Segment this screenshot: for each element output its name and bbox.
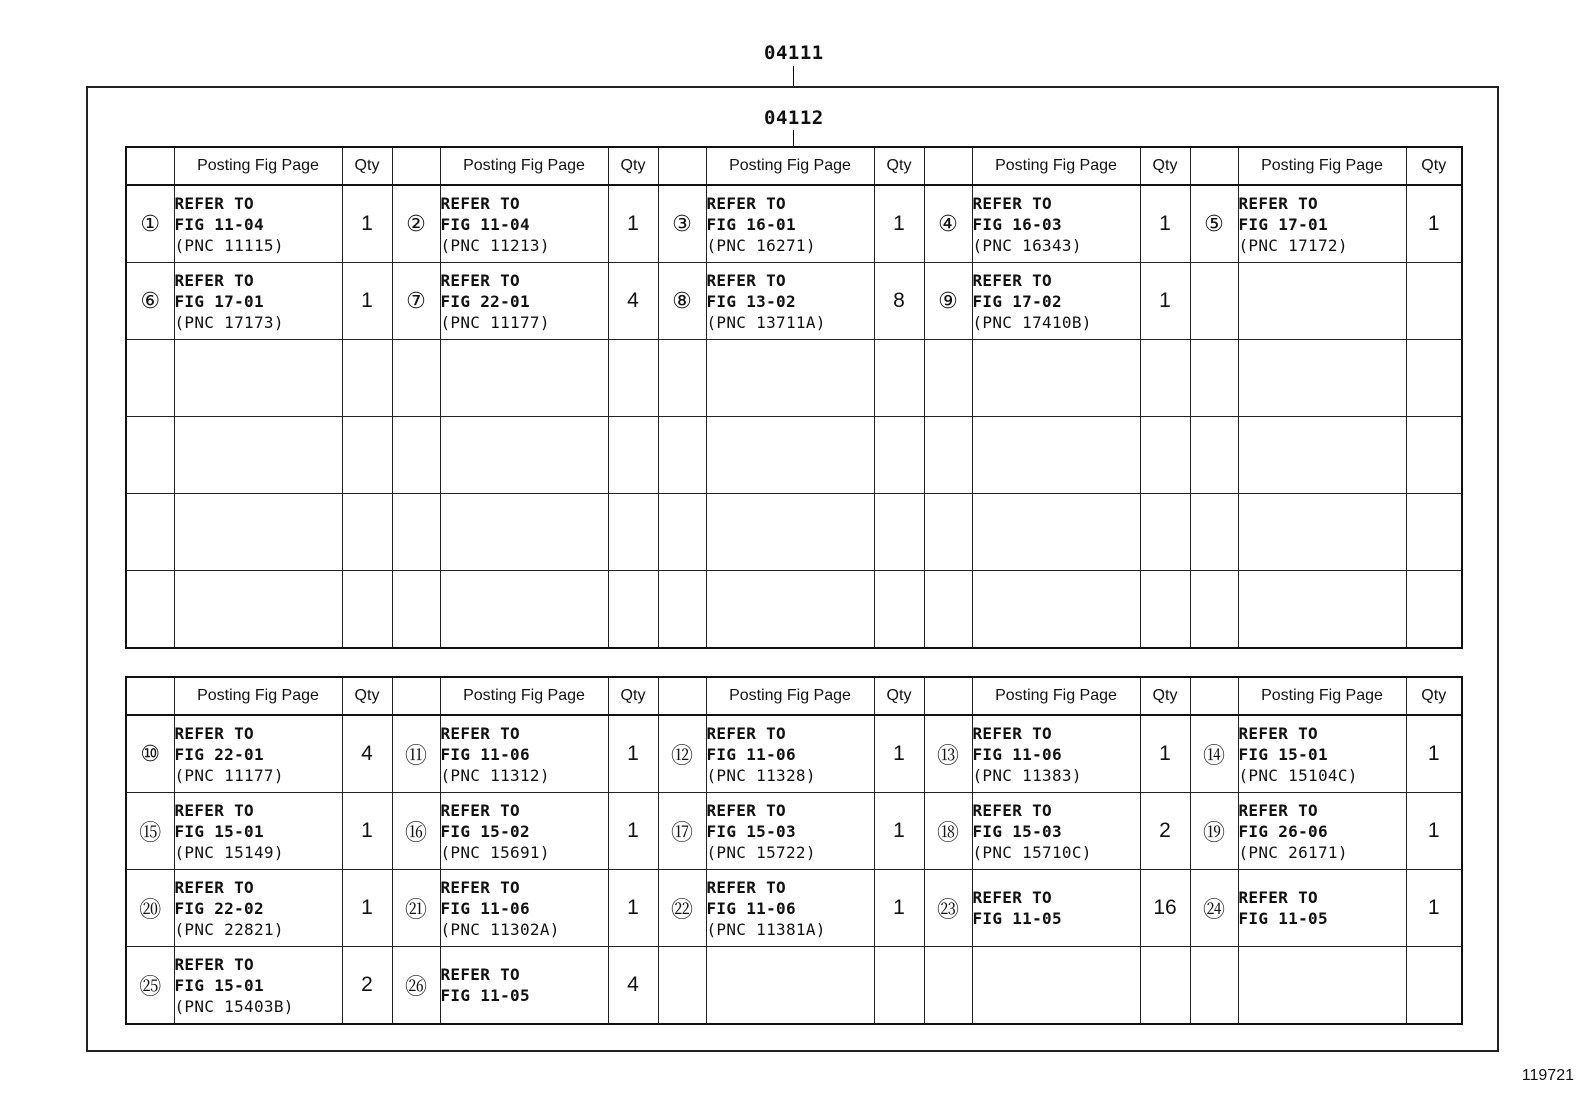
posting-fig-page-cell — [440, 715, 608, 793]
fig-ref-text: FIG 16-01 — [706, 214, 796, 234]
fig-ref-text: FIG 22-02 — [174, 898, 264, 918]
part-callout-number — [924, 417, 972, 494]
parts-reference-table-upper — [125, 146, 1463, 649]
qty-cell: 1 — [1140, 185, 1190, 263]
posting-fig-page-cell — [174, 185, 342, 263]
posting-fig-page-cell — [706, 947, 874, 1025]
refer-to-text: REFER TO — [440, 270, 520, 290]
header-num-cell — [126, 677, 174, 715]
pnc-text: (PNC 16343) — [972, 235, 1082, 255]
header-posting-fig-page: Posting Fig Page — [174, 677, 342, 715]
refer-to-text: REFER TO — [440, 800, 520, 820]
posting-fig-page-cell — [706, 263, 874, 340]
header-num-cell — [658, 147, 706, 185]
fig-ref-text: FIG 11-05 — [440, 986, 530, 1005]
fig-ref-text: FIG 11-06 — [706, 744, 796, 764]
outer-callout-label: 04111 — [764, 42, 824, 64]
posting-fig-page-cell — [706, 870, 874, 947]
part-callout-number — [392, 417, 440, 494]
part-callout-number — [1190, 263, 1238, 340]
qty-cell — [874, 340, 924, 417]
qty-cell: 4 — [342, 715, 392, 793]
qty-cell — [342, 340, 392, 417]
refer-to-text: REFER TO — [1238, 888, 1318, 907]
qty-cell — [342, 571, 392, 649]
table-row — [126, 263, 1462, 340]
qty-cell — [1406, 571, 1462, 649]
posting-fig-page-cell — [440, 870, 608, 947]
posting-fig-page-cell — [1238, 340, 1406, 417]
part-callout-number: ㉔ — [1190, 870, 1238, 947]
qty-cell: 4 — [608, 947, 658, 1025]
pnc-text: (PNC 26171) — [1238, 842, 1348, 862]
fig-ref-text: FIG 26-06 — [1238, 821, 1328, 841]
pnc-text: (PNC 22821) — [174, 919, 284, 939]
part-callout-number — [126, 494, 174, 571]
posting-fig-page-cell — [706, 185, 874, 263]
qty-cell — [608, 494, 658, 571]
pnc-text: (PNC 17410B) — [972, 312, 1092, 332]
header-posting-fig-page: Posting Fig Page — [440, 147, 608, 185]
part-callout-number — [1190, 417, 1238, 494]
pnc-text: (PNC 15104C) — [1238, 765, 1358, 785]
part-callout-number — [126, 340, 174, 417]
inner-callout-label: 04112 — [764, 107, 824, 129]
posting-fig-page-cell — [972, 715, 1140, 793]
part-callout-number: ㉓ — [924, 870, 972, 947]
part-callout-number: ⑱ — [924, 793, 972, 870]
pnc-text: (PNC 15149) — [174, 842, 284, 862]
header-qty: Qty — [1406, 147, 1462, 185]
qty-cell: 1 — [1406, 793, 1462, 870]
part-callout-number: ④ — [924, 185, 972, 263]
qty-cell: 1 — [342, 185, 392, 263]
part-callout-number — [924, 340, 972, 417]
part-callout-number — [924, 571, 972, 649]
posting-fig-page-cell — [706, 793, 874, 870]
refer-to-text: REFER TO — [1238, 193, 1318, 213]
part-callout-number: ㉕ — [126, 947, 174, 1025]
table-row — [126, 947, 1462, 1025]
header-posting-fig-page: Posting Fig Page — [440, 677, 608, 715]
table-row — [126, 340, 1462, 417]
table-row — [126, 793, 1462, 870]
posting-fig-page-cell — [1238, 947, 1406, 1025]
qty-cell — [1140, 417, 1190, 494]
part-callout-number — [924, 947, 972, 1025]
part-callout-number — [1190, 947, 1238, 1025]
part-callout-number: ㉖ — [392, 947, 440, 1025]
qty-cell: 1 — [608, 793, 658, 870]
posting-fig-page-cell — [706, 715, 874, 793]
pnc-text: (PNC 15691) — [440, 842, 550, 862]
posting-fig-page-cell — [174, 947, 342, 1025]
header-num-cell — [1190, 147, 1238, 185]
pnc-text: (PNC 11177) — [440, 312, 550, 332]
header-num-cell — [924, 147, 972, 185]
posting-fig-page-cell — [706, 494, 874, 571]
part-callout-number: ㉑ — [392, 870, 440, 947]
pnc-text: (PNC 11302A) — [440, 919, 560, 939]
part-callout-number — [126, 571, 174, 649]
qty-cell: 8 — [874, 263, 924, 340]
table-row — [126, 494, 1462, 571]
pnc-text: (PNC 16271) — [706, 235, 816, 255]
header-qty: Qty — [874, 677, 924, 715]
header-qty: Qty — [342, 677, 392, 715]
part-callout-number: ⑧ — [658, 263, 706, 340]
header-qty: Qty — [1406, 677, 1462, 715]
refer-to-text: REFER TO — [440, 193, 520, 213]
pnc-text: (PNC 15403B) — [174, 996, 294, 1016]
qty-cell: 2 — [1140, 793, 1190, 870]
qty-cell — [1406, 263, 1462, 340]
refer-to-text: REFER TO — [174, 723, 254, 743]
qty-cell: 2 — [342, 947, 392, 1025]
posting-fig-page-cell — [972, 185, 1140, 263]
qty-cell: 1 — [608, 185, 658, 263]
part-callout-number: ⑯ — [392, 793, 440, 870]
posting-fig-page-cell — [174, 870, 342, 947]
qty-cell — [874, 947, 924, 1025]
qty-cell — [1140, 340, 1190, 417]
pnc-text: (PNC 17173) — [174, 312, 284, 332]
qty-cell: 1 — [874, 870, 924, 947]
table-row — [126, 185, 1462, 263]
pnc-text: (PNC 11115) — [174, 235, 284, 255]
qty-cell: 4 — [608, 263, 658, 340]
refer-to-text: REFER TO — [440, 723, 520, 743]
posting-fig-page-cell — [972, 870, 1140, 947]
part-callout-number: ⑬ — [924, 715, 972, 793]
refer-to-text: REFER TO — [972, 800, 1052, 820]
posting-fig-page-cell — [440, 340, 608, 417]
inner-callout-leader — [793, 130, 794, 146]
header-qty: Qty — [342, 147, 392, 185]
pnc-text: (PNC 11213) — [440, 235, 550, 255]
table-row — [126, 870, 1462, 947]
fig-ref-text: FIG 17-01 — [174, 291, 264, 311]
part-callout-number: ⑳ — [126, 870, 174, 947]
header-posting-fig-page: Posting Fig Page — [1238, 677, 1406, 715]
qty-cell — [1140, 947, 1190, 1025]
part-callout-number — [658, 571, 706, 649]
posting-fig-page-cell — [440, 793, 608, 870]
pnc-text: (PNC 11381A) — [706, 919, 826, 939]
part-callout-number: ⑭ — [1190, 715, 1238, 793]
part-callout-number — [1190, 494, 1238, 571]
posting-fig-page-cell — [1238, 417, 1406, 494]
part-callout-number — [392, 340, 440, 417]
qty-cell — [608, 340, 658, 417]
fig-ref-text: FIG 15-03 — [706, 821, 796, 841]
part-callout-number: ⑥ — [126, 263, 174, 340]
part-callout-number — [126, 417, 174, 494]
fig-ref-text: FIG 15-02 — [440, 821, 530, 841]
qty-cell: 1 — [874, 715, 924, 793]
part-callout-number: ⑤ — [1190, 185, 1238, 263]
header-posting-fig-page: Posting Fig Page — [972, 677, 1140, 715]
fig-ref-text: FIG 15-01 — [174, 821, 264, 841]
qty-cell: 1 — [874, 185, 924, 263]
posting-fig-page-cell — [972, 340, 1140, 417]
posting-fig-page-cell — [706, 417, 874, 494]
part-callout-number — [658, 494, 706, 571]
qty-cell — [1406, 417, 1462, 494]
pnc-text: (PNC 11312) — [440, 765, 550, 785]
parts-reference-table-lower — [125, 676, 1463, 1025]
qty-cell — [1406, 340, 1462, 417]
posting-fig-page-cell — [440, 947, 608, 1025]
fig-ref-text: FIG 11-04 — [174, 214, 264, 234]
qty-cell: 1 — [874, 793, 924, 870]
posting-fig-page-cell — [972, 263, 1140, 340]
refer-to-text: REFER TO — [1238, 800, 1318, 820]
header-posting-fig-page: Posting Fig Page — [706, 677, 874, 715]
fig-ref-text: FIG 15-03 — [972, 821, 1062, 841]
header-row — [126, 147, 1462, 185]
refer-to-text: REFER TO — [174, 193, 254, 213]
pnc-text: (PNC 11177) — [174, 765, 284, 785]
posting-fig-page-cell — [174, 494, 342, 571]
refer-to-text: REFER TO — [972, 270, 1052, 290]
qty-cell: 1 — [1140, 715, 1190, 793]
fig-ref-text: FIG 11-06 — [440, 898, 530, 918]
part-callout-number: ⑲ — [1190, 793, 1238, 870]
header-num-cell — [392, 147, 440, 185]
part-callout-number: ⑰ — [658, 793, 706, 870]
qty-cell: 1 — [342, 263, 392, 340]
header-num-cell — [658, 677, 706, 715]
fig-ref-text: FIG 22-01 — [174, 744, 264, 764]
qty-cell — [1140, 571, 1190, 649]
qty-cell: 1 — [1406, 715, 1462, 793]
qty-cell — [1406, 947, 1462, 1025]
fig-ref-text: FIG 11-06 — [440, 744, 530, 764]
header-row — [126, 677, 1462, 715]
posting-fig-page-cell — [706, 571, 874, 649]
refer-to-text: REFER TO — [706, 723, 786, 743]
posting-fig-page-cell — [972, 947, 1140, 1025]
qty-cell — [874, 494, 924, 571]
qty-cell: 1 — [1140, 263, 1190, 340]
header-num-cell — [392, 677, 440, 715]
part-callout-number — [658, 340, 706, 417]
posting-fig-page-cell — [440, 417, 608, 494]
pnc-text: (PNC 15722) — [706, 842, 816, 862]
header-num-cell — [126, 147, 174, 185]
posting-fig-page-cell — [972, 417, 1140, 494]
qty-cell — [608, 417, 658, 494]
header-posting-fig-page: Posting Fig Page — [706, 147, 874, 185]
fig-ref-text: FIG 16-03 — [972, 214, 1062, 234]
refer-to-text: REFER TO — [706, 877, 786, 897]
fig-ref-text: FIG 11-05 — [972, 909, 1062, 928]
refer-to-text: REFER TO — [440, 877, 520, 897]
posting-fig-page-cell — [440, 571, 608, 649]
part-callout-number: ⑮ — [126, 793, 174, 870]
part-callout-number: ㉒ — [658, 870, 706, 947]
part-callout-number — [392, 571, 440, 649]
pnc-text: (PNC 15710C) — [972, 842, 1092, 862]
posting-fig-page-cell — [1238, 494, 1406, 571]
header-num-cell — [924, 677, 972, 715]
refer-to-text: REFER TO — [706, 270, 786, 290]
posting-fig-page-cell — [972, 494, 1140, 571]
qty-cell: 1 — [1406, 185, 1462, 263]
pnc-text: (PNC 17172) — [1238, 235, 1348, 255]
refer-to-text: REFER TO — [972, 723, 1052, 743]
qty-cell — [874, 417, 924, 494]
part-callout-number — [392, 494, 440, 571]
refer-to-text: REFER TO — [174, 800, 254, 820]
posting-fig-page-cell — [440, 263, 608, 340]
posting-fig-page-cell — [706, 340, 874, 417]
fig-ref-text: FIG 11-06 — [706, 898, 796, 918]
part-callout-number — [658, 417, 706, 494]
qty-cell — [608, 571, 658, 649]
figure-id: 119721 — [1521, 1067, 1574, 1084]
posting-fig-page-cell — [174, 571, 342, 649]
pnc-text: (PNC 11383) — [972, 765, 1082, 785]
refer-to-text: REFER TO — [706, 800, 786, 820]
qty-cell — [1406, 494, 1462, 571]
header-qty: Qty — [608, 677, 658, 715]
header-posting-fig-page: Posting Fig Page — [1238, 147, 1406, 185]
posting-fig-page-cell — [440, 185, 608, 263]
posting-fig-page-cell — [174, 715, 342, 793]
part-callout-number: ⑪ — [392, 715, 440, 793]
qty-cell: 1 — [342, 793, 392, 870]
qty-cell — [342, 494, 392, 571]
fig-ref-text: FIG 22-01 — [440, 291, 530, 311]
fig-ref-text: FIG 11-04 — [440, 214, 530, 234]
qty-cell — [1140, 494, 1190, 571]
part-callout-number: ② — [392, 185, 440, 263]
header-num-cell — [1190, 677, 1238, 715]
fig-ref-text: FIG 17-02 — [972, 291, 1062, 311]
header-qty: Qty — [1140, 677, 1190, 715]
part-callout-number — [924, 494, 972, 571]
part-callout-number: ① — [126, 185, 174, 263]
posting-fig-page-cell — [174, 793, 342, 870]
posting-fig-page-cell — [174, 417, 342, 494]
posting-fig-page-cell — [1238, 715, 1406, 793]
fig-ref-text: FIG 11-06 — [972, 744, 1062, 764]
table-row — [126, 715, 1462, 793]
posting-fig-page-cell — [174, 263, 342, 340]
qty-cell: 1 — [608, 870, 658, 947]
qty-cell: 1 — [608, 715, 658, 793]
part-callout-number — [1190, 340, 1238, 417]
refer-to-text: REFER TO — [1238, 723, 1318, 743]
qty-cell: 16 — [1140, 870, 1190, 947]
table-row — [126, 571, 1462, 649]
table-row — [126, 417, 1462, 494]
fig-ref-text: FIG 15-01 — [174, 975, 264, 995]
fig-ref-text: FIG 17-01 — [1238, 214, 1328, 234]
posting-fig-page-cell — [1238, 185, 1406, 263]
refer-to-text: REFER TO — [706, 193, 786, 213]
pnc-text: (PNC 11328) — [706, 765, 816, 785]
qty-cell — [874, 571, 924, 649]
refer-to-text: REFER TO — [174, 954, 254, 974]
posting-fig-page-cell — [1238, 571, 1406, 649]
part-callout-number — [658, 947, 706, 1025]
fig-ref-text: FIG 13-02 — [706, 291, 796, 311]
posting-fig-page-cell — [1238, 263, 1406, 340]
qty-cell: 1 — [342, 870, 392, 947]
fig-ref-text: FIG 15-01 — [1238, 744, 1328, 764]
posting-fig-page-cell — [972, 571, 1140, 649]
qty-cell: 1 — [1406, 870, 1462, 947]
refer-to-text: REFER TO — [972, 888, 1052, 907]
refer-to-text: REFER TO — [174, 270, 254, 290]
part-callout-number: ⑨ — [924, 263, 972, 340]
part-callout-number — [1190, 571, 1238, 649]
qty-cell — [342, 417, 392, 494]
part-callout-number: ⑩ — [126, 715, 174, 793]
refer-to-text: REFER TO — [972, 193, 1052, 213]
part-callout-number: ③ — [658, 185, 706, 263]
part-callout-number: ⑦ — [392, 263, 440, 340]
posting-fig-page-cell — [174, 340, 342, 417]
posting-fig-page-cell — [972, 793, 1140, 870]
posting-fig-page-cell — [1238, 870, 1406, 947]
header-posting-fig-page: Posting Fig Page — [972, 147, 1140, 185]
outer-callout-leader — [793, 66, 794, 86]
header-qty: Qty — [608, 147, 658, 185]
posting-fig-page-cell — [440, 494, 608, 571]
part-callout-number: ⑫ — [658, 715, 706, 793]
header-posting-fig-page: Posting Fig Page — [174, 147, 342, 185]
posting-fig-page-cell — [1238, 793, 1406, 870]
fig-ref-text: FIG 11-05 — [1238, 909, 1328, 928]
refer-to-text: REFER TO — [174, 877, 254, 897]
header-qty: Qty — [874, 147, 924, 185]
pnc-text: (PNC 13711A) — [706, 312, 826, 332]
refer-to-text: REFER TO — [440, 965, 520, 984]
header-qty: Qty — [1140, 147, 1190, 185]
